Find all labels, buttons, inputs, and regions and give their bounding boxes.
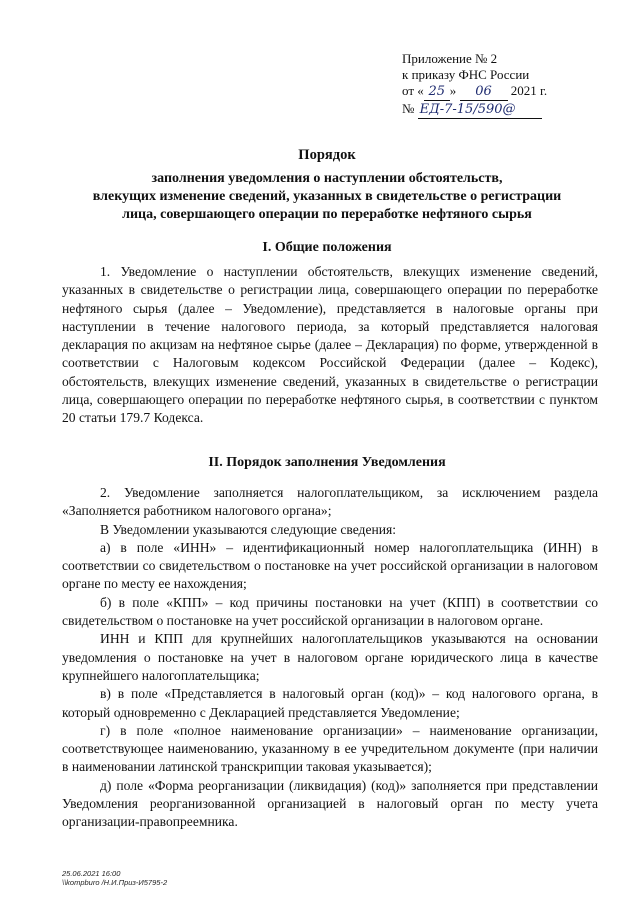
document-title xyxy=(52,146,602,224)
title-main: Порядок xyxy=(298,147,356,163)
footer-timestamp: 25.06.2021 16:00 xyxy=(62,869,121,878)
section-2-body xyxy=(62,484,598,832)
number-prefix: № xyxy=(402,101,415,116)
paragraph: д) поле «Форма реорганизации (ликвидация) (код)» заполняется при представлении Уведомления реорганизованной организацией в налоговый орган по месту учета организации-правопреемника. xyxy=(62,777,598,830)
section-2-heading: II. Порядок заполнения Уведомления xyxy=(208,455,446,470)
paragraph: ИНН и КПП для крупнейших налогоплательщиков указываются на основании уведомления о постановке на учет в налоговом органе юридического лица в качестве крупнейшего налогоплательщика; xyxy=(62,631,598,683)
handwritten-month: 06 xyxy=(460,84,508,101)
appendix-number xyxy=(402,101,612,119)
handwritten-day: 25 xyxy=(424,84,450,101)
title-sub-1: заполнения уведомления о наступлении обстоятельств, xyxy=(151,171,503,186)
date-year: 2021 г. xyxy=(510,83,548,98)
date-mid: » xyxy=(449,83,457,98)
paragraph: в) в поле «Представляется в налоговый орган (код)» – код налогового органа, в который одновременно с Декларацией представляется Уведомление; xyxy=(62,686,598,720)
appendix-date xyxy=(402,83,612,101)
paragraph: а) в поле «ИНН» – идентификационный номер налогоплательщика (ИНН) в соответствии со свидетельством о постановке на учет российской организации в налоговом органе по месту ее нахождения; xyxy=(62,539,598,592)
handwritten-number: ЕД-7-15/590@ xyxy=(418,102,542,119)
date-prefix: от « xyxy=(402,83,424,98)
footer-path: \\kompburo /Н.И.Приз-И5795-2 xyxy=(62,878,168,887)
paragraph: б) в поле «КПП» – код причины постановки на учет (КПП) в соответствии со свидетельством о постановке на учет российской организации в налоговом органе. xyxy=(62,594,598,629)
title-sub-3: лица, совершающего операции по переработке нефтяного сырья xyxy=(122,207,532,222)
title-sub-2: влекущих изменение сведений, указанных в свидетельстве о регистрации xyxy=(92,189,562,204)
paragraph: г) в поле «полное наименование организации» – наименование организации, соответствующее наименованию, указанному в ее учредительном документе (при наличии в наименовании латинской транскрипции таковая указывается); xyxy=(62,722,598,775)
appendix-header xyxy=(402,51,612,119)
paragraph: 1. Уведомление о наступлении обстоятельств, влекущих изменение сведений, указанных в свидетельстве о регистрации лица, совершающего операции по переработке нефтяного сырья (далее – Уведомление), представляется в налоговые органы при наступлении в течение налогового периода, за который представляется налоговая декларация по акцизам на нефтяное сырье (далее – Декларация) по форме, утвержденной в соответствии с Налоговым кодексом Российской Федерации (далее – Кодекс), обстоятельств, влекущих изменение сведений, указанных в свидетельстве о регистрации лица, совершающего операции по переработке нефтяного сырья, в соответствии с пунктом 20 статьи 179.7 Кодекса. xyxy=(62,264,598,426)
paragraph: 2. Уведомление заполняется налогоплательщиком, за исключением раздела «Заполняется работником налогового органа»; xyxy=(62,485,598,519)
section-1-body xyxy=(62,263,598,428)
section-1-heading: I. Общие положения xyxy=(262,240,392,255)
appendix-line-1: Приложение № 2 xyxy=(402,51,498,66)
paragraph: В Уведомлении указываются следующие сведения: xyxy=(100,521,397,537)
appendix-line-2: к приказу ФНС России xyxy=(402,67,530,82)
print-footer xyxy=(62,869,167,887)
